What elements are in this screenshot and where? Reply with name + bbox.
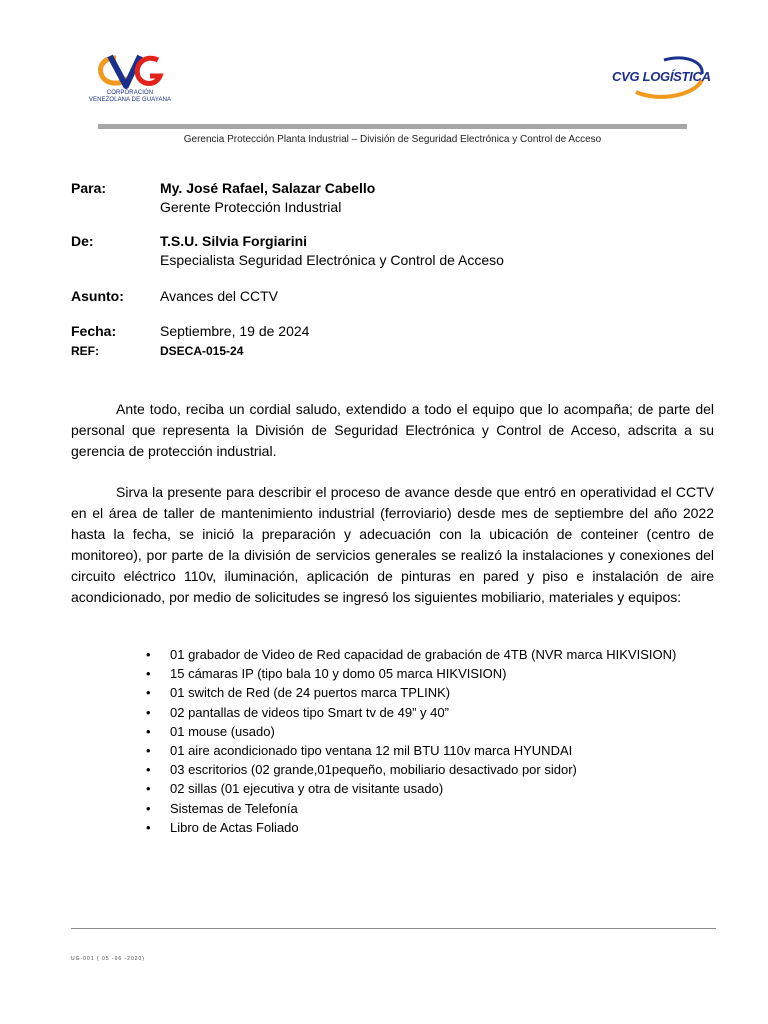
body-paragraph-1 xyxy=(71,399,714,462)
footer-form-code: UG-001 ( 05 -06 -2020) xyxy=(71,956,145,962)
bullet-icon: • xyxy=(146,666,151,682)
list-item: • 03 escritorios (02 grande,01pequeño, mobiliario desactivado por sidor) xyxy=(124,760,676,779)
list-item: • Sistemas de Telefonía xyxy=(124,799,676,818)
asunto-value: Avances del CCTV xyxy=(160,288,279,304)
de-name: T.S.U. Silvia Forgiarini xyxy=(160,233,308,249)
footer-divider xyxy=(71,928,716,929)
bullet-icon: • xyxy=(146,742,151,758)
para-title: Gerente Protección Industrial xyxy=(160,199,342,215)
fecha-value: Septiembre, 19 de 2024 xyxy=(160,323,310,339)
header-divider xyxy=(98,124,687,129)
para-name: My. José Rafael, Salazar Cabello xyxy=(160,180,376,196)
bullet-icon: • xyxy=(146,762,151,778)
list-item: • 01 aire acondicionado tipo ventana 12 mil BTU 110v marca HYUNDAI xyxy=(124,741,676,760)
bullet-icon: • xyxy=(146,781,151,797)
bullet-icon: • xyxy=(146,685,151,701)
asunto-label: Asunto: xyxy=(71,288,124,304)
de-label: De: xyxy=(71,233,94,249)
bullet-icon: • xyxy=(146,800,151,816)
list-item: • 02 sillas (01 ejecutiva y otra de visitante usado) xyxy=(124,779,676,798)
logo-lettering-line1: CORPORACIÓN xyxy=(106,90,154,96)
de-title: Especialista Seguridad Electrónica y Control de Acceso xyxy=(160,252,504,268)
list-item: • 01 mouse (usado) xyxy=(124,722,676,741)
paragraph-1-text: Ante todo, reciba un cordial saludo, extendido a todo el equipo que lo acompaña; de parte del personal que representa la División de Seguridad Electrónica y Control de Acceso, adscrita a su gerencia de protección industrial. xyxy=(71,401,714,459)
logo-lettering-line2: VENEZOLANA DE GUAYANA xyxy=(88,97,172,103)
bullet-icon: • xyxy=(146,647,151,662)
list-item: • 01 grabador de Video de Red capacidad de grabación de 4TB (NVR marca HIKVISION) xyxy=(124,645,676,664)
bullet-icon: • xyxy=(146,819,151,835)
logistica-brand-text: CVG LOGÍSTICA xyxy=(612,69,711,84)
cvg-mark-icon xyxy=(80,52,180,92)
paragraph-2-text: Sirva la presente para describir el proceso de avance desde que entró en operatividad el CCTV en el área de taller de mantenimiento industrial (ferroviario) desde mes de septiembre del año 2022 hasta la fecha, se inició la preparación y adecuación con la ubicación de conteiner (centro de monitoreo), por parte de la división de servicios generales se realizó la instalaciones y conexiones del circuito eléctrico 110v, iluminación, aplicación de pinturas en pared y piso e instalación de aire acondicionado, por medio de solicitudes se ingresó los siguientes mobiliario, materiales y equipos: xyxy=(71,484,714,605)
list-item: • 02 pantallas de videos tipo Smart tv de 49” y 40” xyxy=(124,703,676,722)
ref-value: DSECA-015-24 xyxy=(160,344,244,358)
bullet-icon: • xyxy=(146,723,151,739)
para-label: Para: xyxy=(71,180,107,196)
ref-label: REF: xyxy=(71,344,99,358)
body-paragraph-2 xyxy=(71,482,714,608)
bullet-icon: • xyxy=(146,704,151,720)
fecha-label: Fecha: xyxy=(71,323,117,339)
header-subtitle: Gerencia Protección Planta Industrial – División de Seguridad Electrónica y Control de Acceso xyxy=(183,134,602,145)
cvg-corporation-logo xyxy=(80,52,190,108)
list-item: • 01 switch de Red (de 24 puertos marca TPLINK) xyxy=(124,683,676,702)
cvg-logistica-logo xyxy=(606,52,714,104)
list-item: • Libro de Actas Foliado xyxy=(124,818,676,837)
equipment-list xyxy=(124,645,676,837)
list-item: • 15 cámaras IP (tipo bala 10 y domo 05 marca HIKVISION) xyxy=(124,664,676,683)
